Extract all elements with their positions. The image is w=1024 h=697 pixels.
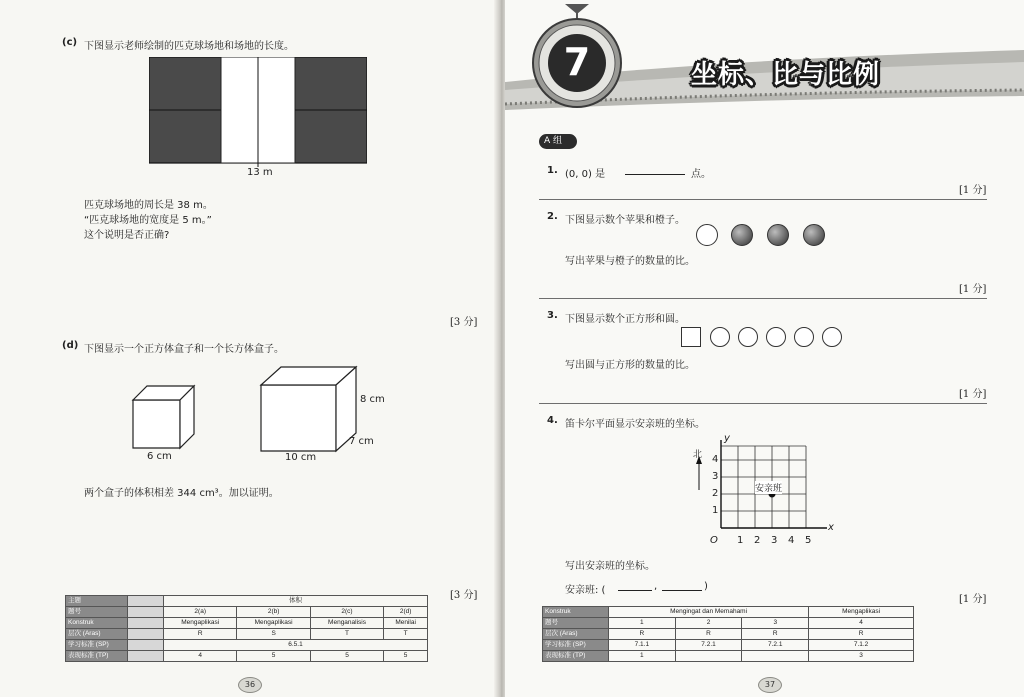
- table-cell: 学习标准 (SP): [66, 640, 128, 651]
- table-cell: 1: [609, 651, 676, 662]
- table-cell: 6.5.1: [164, 640, 428, 651]
- square-shape: [681, 327, 701, 347]
- table-cell: T: [384, 629, 428, 640]
- x-coordinate-blank[interactable]: [618, 581, 652, 591]
- cuboid-height-label: 8 cm: [360, 394, 385, 405]
- table-cell: [128, 596, 164, 607]
- x-tick-label: 3: [771, 535, 778, 546]
- right-assessment-table: [542, 606, 914, 662]
- table-cell: 2(d): [384, 607, 428, 618]
- volume-difference-text: 两个盒子的体积相差 344 cm³。加以证明。: [84, 488, 279, 499]
- circle-shape: [822, 327, 842, 347]
- table-cell: Konstruk: [543, 607, 609, 618]
- table-cell: R: [164, 629, 237, 640]
- q1-points: [1 分]: [959, 185, 987, 196]
- cuboid-width-label: 7 cm: [349, 436, 374, 447]
- y-tick-label: 4: [712, 454, 719, 465]
- north-label: 北: [693, 450, 703, 460]
- court-length-label: 13 m: [247, 167, 273, 178]
- question-d-points: [3 分]: [450, 590, 478, 601]
- q3-text: 下图显示数个正方形和圆。: [565, 314, 685, 325]
- y-coordinate-blank[interactable]: [662, 581, 702, 591]
- table-cell: R: [675, 629, 742, 640]
- circle-shape: [766, 327, 786, 347]
- left-page: [0, 0, 500, 697]
- table-cell: S: [237, 629, 310, 640]
- question-d-text: 下图显示一个正方体盒子和一个长方体盒子。: [84, 344, 284, 355]
- table-cell: 5: [237, 651, 310, 662]
- circle-shape: [710, 327, 730, 347]
- question-c-text: 下图显示老师绘制的匹克球场地和场地的长度。: [84, 41, 294, 52]
- table-cell: 4: [164, 651, 237, 662]
- table-cell: Konstruk: [66, 618, 128, 629]
- table-cell: 2(a): [164, 607, 237, 618]
- table-cell: 表现标准 (TP): [543, 651, 609, 662]
- question-d-label: (d): [62, 340, 79, 351]
- chapter-number: 7: [548, 34, 606, 92]
- y-axis-label: y: [724, 433, 730, 444]
- table-cell: 体积: [164, 596, 428, 607]
- table-cell: 层次 (Aras): [543, 629, 609, 640]
- q4-answer-prefix: 安亲班: (: [565, 585, 606, 596]
- right-page: [505, 0, 1024, 697]
- q4-number: 4.: [547, 415, 558, 426]
- origin-label: O: [710, 535, 718, 546]
- x-tick-label: 5: [805, 535, 812, 546]
- point-label: 安亲班: [755, 481, 782, 494]
- q4-answer-suffix: ): [704, 581, 708, 592]
- q4-text: 笛卡尔平面显示安亲班的坐标。: [565, 419, 705, 430]
- q1-text-before: (0, 0) 是: [565, 169, 606, 180]
- table-cell: 7.2.1: [675, 640, 742, 651]
- q2-number: 2.: [547, 211, 558, 222]
- question-c-points: [3 分]: [450, 317, 478, 328]
- table-cell: 1: [609, 618, 676, 629]
- group-a-badge: A 组: [539, 134, 577, 149]
- table-cell: 3: [742, 618, 809, 629]
- page-number-right: 37: [758, 677, 782, 693]
- q2-points: [1 分]: [959, 284, 987, 295]
- y-tick-label: 3: [712, 471, 719, 482]
- x-tick-label: 2: [754, 535, 761, 546]
- y-tick-label: 1: [712, 505, 719, 516]
- table-cell: 5: [310, 651, 383, 662]
- table-cell: Mengingat dan Memahami: [609, 607, 809, 618]
- q1-number: 1.: [547, 165, 558, 176]
- table-cell: 7.1.2: [809, 640, 914, 651]
- court-question: 这个说明是否正确?: [84, 230, 170, 241]
- table-cell: 5: [384, 651, 428, 662]
- divider: [539, 403, 987, 404]
- court-width-claim: “匹克球场地的宽度是 5 m。”: [84, 215, 212, 226]
- cube-edge-label: 6 cm: [147, 451, 172, 462]
- table-cell: Menilai: [384, 618, 428, 629]
- table-cell: R: [609, 629, 676, 640]
- q2-subquestion: 写出苹果与橙子的数量的比。: [565, 256, 695, 267]
- x-tick-label: 4: [788, 535, 795, 546]
- table-cell: 2(c): [310, 607, 383, 618]
- table-cell: [742, 651, 809, 662]
- q2-text: 下图显示数个苹果和橙子。: [565, 215, 685, 226]
- table-cell: R: [809, 629, 914, 640]
- table-cell: T: [310, 629, 383, 640]
- table-cell: 4: [809, 618, 914, 629]
- table-cell: 题号: [543, 618, 609, 629]
- orange-icon: [803, 224, 825, 246]
- divider: [539, 199, 987, 200]
- left-assessment-table: [65, 595, 428, 662]
- x-axis-label: x: [828, 522, 834, 533]
- apple-icon: [696, 224, 718, 246]
- q3-number: 3.: [547, 310, 558, 321]
- q4-points: [1 分]: [959, 594, 987, 605]
- cube-diagram: [130, 383, 200, 453]
- page-number-left: 36: [238, 677, 262, 693]
- pickleball-court-diagram: [149, 57, 367, 169]
- circle-shape: [738, 327, 758, 347]
- y-tick-label: 2: [712, 488, 719, 499]
- q3-subquestion: 写出圆与正方形的数量的比。: [565, 360, 695, 371]
- table-cell: 表现标准 (TP): [66, 651, 128, 662]
- table-cell: [675, 651, 742, 662]
- q1-answer-blank[interactable]: [625, 165, 685, 175]
- table-cell: 3: [809, 651, 914, 662]
- court-perimeter-text: 匹克球场地的周长是 38 m。: [84, 200, 213, 211]
- cuboid-diagram: [258, 365, 362, 455]
- table-cell: 7.2.1: [742, 640, 809, 651]
- table-cell: 学习标准 (SP): [543, 640, 609, 651]
- circle-shape: [794, 327, 814, 347]
- table-cell: 2(b): [237, 607, 310, 618]
- orange-icon: [767, 224, 789, 246]
- table-cell: Menganalisis: [310, 618, 383, 629]
- table-cell: Mengaplikasi: [237, 618, 310, 629]
- table-cell: 7.1.1: [609, 640, 676, 651]
- q4-answer-separator: ,: [654, 581, 658, 592]
- x-tick-label: 1: [737, 535, 744, 546]
- q1-text-after: 点。: [691, 169, 711, 180]
- chapter-title: 坐标、比与比例: [691, 60, 881, 90]
- q3-points: [1 分]: [959, 389, 987, 400]
- table-cell: 主题: [66, 596, 128, 607]
- q4-subquestion: 写出安亲班的坐标。: [565, 561, 655, 572]
- table-cell: 题号: [66, 607, 128, 618]
- divider: [539, 298, 987, 299]
- cuboid-length-label: 10 cm: [285, 452, 317, 463]
- table-cell: Mengaplikasi: [164, 618, 237, 629]
- orange-icon: [731, 224, 753, 246]
- table-cell: Mengaplikasi: [809, 607, 914, 618]
- table-cell: 2: [675, 618, 742, 629]
- table-cell: 层次 (Aras): [66, 629, 128, 640]
- question-c-label: (c): [62, 37, 78, 48]
- table-cell: R: [742, 629, 809, 640]
